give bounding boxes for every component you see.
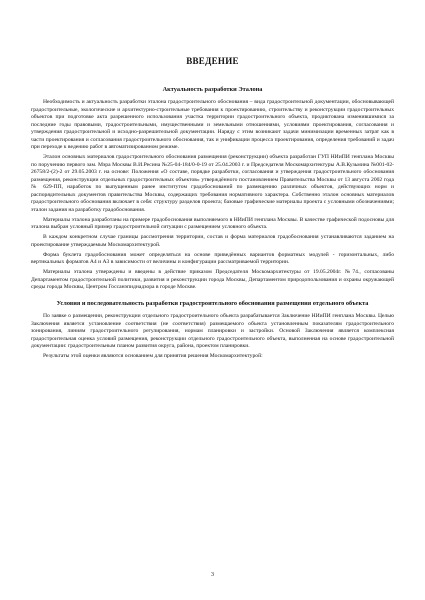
paragraph: Эталон основных материалов градостроительного обоснования размещения (реконструкции) объекта разработан ГУП НИиПИ генплана Москвы по поручению первого зам. Мэра Москвы В.И.Ресина №25-04-184/0-0-19 от 25.04.2003 г. и Председателя Москомархитектуры А.В.Кузьмина №001-02-26758/2-(2)-2 от 29.05.2003 г. на основе: Положения «О составе, порядке разработки, согласования и утверждения градостроительного обоснования размещения, реконструкции отдельных градостроительных объектов» утверждённого постановлением Правительства Москвы от 13 августа 2002 года № 629-ПП, наработок по выпущенным ранее институтом градобоснований по размещению различных объектов, действующих норм и распорядительных документов правительства Москвы, содержащих требования нормативного характера. Собственно эталон основных материалов градостроительного обоснования включает в себя: структуру разделов проекта; базовые графические материалы проекта с условными обозначениями; эталон задания на разработку градобоснования. (31, 154, 394, 213)
document-title: ВВЕДЕНИЕ (186, 56, 239, 66)
paragraph: По заявке о размещении, реконструкции отдельного градостроительного объекта разрабатывается Заключение НИиПИ генплана Москвы. Целью Заключения является установление соответствия (не соответствия) размещаемого объекта установленным показателям градостроительного зонирования, линиям градостроительного регулирования, нормам планировки и застройки. Основой Заключения является комплексная градостроительная оценка условий размещения, реконструкции отдельного градостроительного объекта, выполненная на основе градостроительной документации: градостроительным планом развития округа, района, проектом планировки. (31, 313, 394, 349)
paragraph: Форма буклета градобоснования может определяться на основе приведённых вариантов форматных модулей - горизонтальных, либо вертикальных форматов А4 и А3 в зависимости от величины и конфигурации рассматриваемой территории. (31, 251, 394, 265)
section-heading-relevance: Актуальность разработки Эталона (162, 86, 263, 93)
page-number: 3 (211, 572, 214, 578)
paragraph: В каждом конкретном случае границы рассмотрения территории, состав и форма материалов градобоснования устанавливаются заданием на проектирование утверждаемым Москомархитектурой. (31, 234, 394, 248)
paragraph: Материалы эталона утверждены и введены в действие приказом Председателя Москомархитектуры от 19.05.2004г. №74., согласованы Департаментом градостроительной политики, развития и реконструкции города Москвы, Департаментом природопользования и охраны окружающей среды города Москвы, Центром Госсанэпиднадзора в городе Москве. (31, 269, 394, 290)
paragraph: Результаты этой оценки являются основанием для принятия решения Москомархитектурой: (43, 353, 263, 359)
paragraph: Материалы эталона разработаны на примере градобоснования выполняемого в НИиПИ генплана Москвы. В качестве графической подосновы для эталона выбран условный пример градостроительной ситуации с размещением условного объекта. (31, 216, 394, 230)
section-heading-conditions: Условия и последовательность разработки градостроительного обоснования размещения отдельного объекта (56, 300, 369, 307)
paragraph: Необходимость и актуальность разработки эталона градостроительного обоснования – вида градостроительной документации, обосновывающей градостроительные, экологические и архитектурно-строительные требования к проектированию, строительству и реконструкции градостроительных объектов при подготовке акта разрешенного использования участка территории градостроительного объекта, продиктована изменившимися за последние годы правовыми, градостроительными, имущественными и земельными отношениями, условиями проектирования, согласования и утверждения градостроительной и исходно-разрешительной документации. Наряду с этим возникают задачи минимизации временных затрат как в части проектирования и согласования градостроительного обоснования, так и унификации процесса проектирования, определения требований и задач при переходе к ведению работ в автоматизированном режиме. (31, 99, 394, 150)
